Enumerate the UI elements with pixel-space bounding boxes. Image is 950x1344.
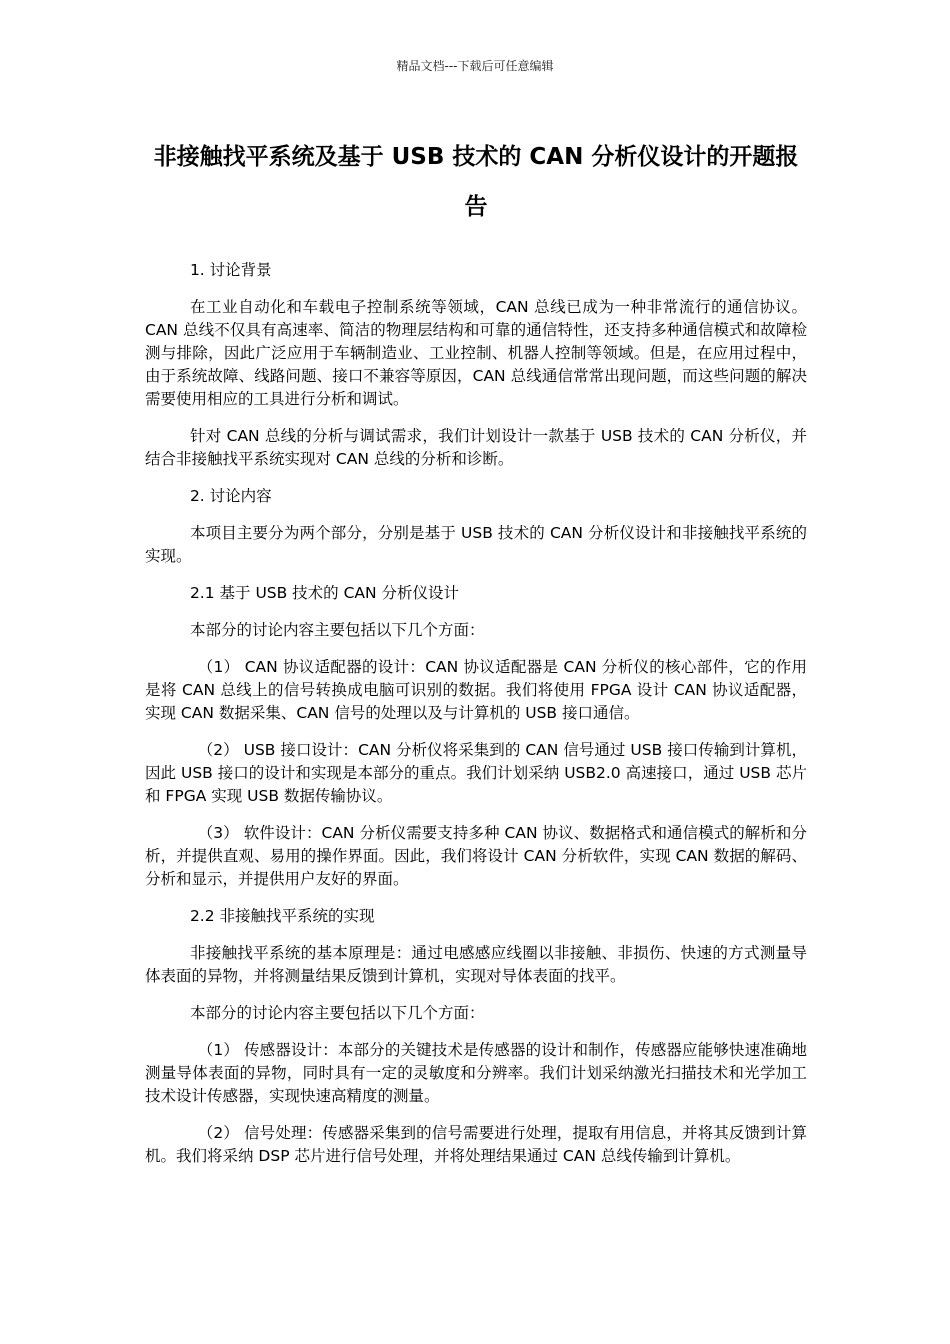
paragraph: 非接触找平系统的基本原理是：通过电感感应线圈以非接触、非损伤、快速的方式测量导体表面的异物，并将测量结果反馈到计算机，实现对导体表面的找平。 xyxy=(145,944,807,985)
paragraph: 本部分的讨论内容主要包括以下几个方面： xyxy=(189,621,485,639)
document-body xyxy=(145,259,807,1182)
list-item: （2） USB 接口设计：CAN 分析仪将采集到的 CAN 信号通过 USB 接口传输到计算机，因此 USB 接口的设计和实现是本部分的重点。我们计划采纳 USB2.0 高速接口，通过 USB 芯片和 FPGA 实现 USB 数据传输协议。 xyxy=(145,741,807,805)
page-header: 精品文档---下载后可任意编辑 xyxy=(396,59,554,73)
paragraph: 针对 CAN 总线的分析与调试需求，我们计划设计一款基于 USB 技术的 CAN 分析仪，并结合非接触找平系统实现对 CAN 总线的分析和诊断。 xyxy=(145,427,807,468)
list-item: （2） 信号处理：传感器采集到的信号需要进行处理，提取有用信息，并将其反馈到计算机。我们将采纳 DSP 芯片进行信号处理，并将处理结果通过 CAN 总线传输到计算机。 xyxy=(145,1124,807,1165)
document-title: 非接触找平系统及基于 USB 技术的 CAN 分析仪设计的开题报告 xyxy=(153,144,799,220)
paragraph: 在工业自动化和车载电子控制系统等领域，CAN 总线已成为一种非常流行的通信协议。CAN 总线不仅具有高速率、简洁的物理层结构和可靠的通信特性，还支持多种通信模式和故障检测与排除，因此广泛应用于车辆制造业、工业控制、机器人控制等领域。但是，在应用过程中，由于系统故障、线路问题、接口不兼容等原因，CAN 总线通信常常出现问题，而这些问题的解决需要使用相应的工具进行分析和调试。 xyxy=(145,298,807,408)
subsection-heading-can-analyzer: 2.1 基于 USB 技术的 CAN 分析仪设计 xyxy=(189,584,460,602)
section-heading-content: 2. 讨论内容 xyxy=(189,487,272,505)
list-item: （1） CAN 协议适配器的设计：CAN 协议适配器是 CAN 分析仪的核心部件，它的作用是将 CAN 总线上的信号转换成电脑可识别的数据。我们将使用 FPGA 设计 CAN 协议适配器，实现 CAN 数据采集、CAN 信号的处理以及与计算机的 USB 接口通信。 xyxy=(145,658,807,722)
section-heading-background: 1. 讨论背景 xyxy=(189,261,272,279)
list-item: （1） 传感器设计：本部分的关键技术是传感器的设计和制作，传感器应能够快速准确地测量导体表面的异物，同时具有一定的灵敏度和分辨率。我们计划采纳激光扫描技术和光学加工技术设计传感器，实现快速高精度的测量。 xyxy=(145,1041,807,1105)
subsection-heading-leveling-system: 2.2 非接触找平系统的实现 xyxy=(189,907,375,925)
paragraph: 本部分的讨论内容主要包括以下几个方面： xyxy=(189,1004,485,1022)
paragraph: 本项目主要分为两个部分，分别是基于 USB 技术的 CAN 分析仪设计和非接触找平系统的实现。 xyxy=(145,524,807,565)
list-item: （3） 软件设计：CAN 分析仪需要支持多种 CAN 协议、数据格式和通信模式的解析和分析，并提供直观、易用的操作界面。因此，我们将设计 CAN 分析软件，实现 CAN 数据的解码、分析和显示，并提供用户友好的界面。 xyxy=(145,824,807,888)
